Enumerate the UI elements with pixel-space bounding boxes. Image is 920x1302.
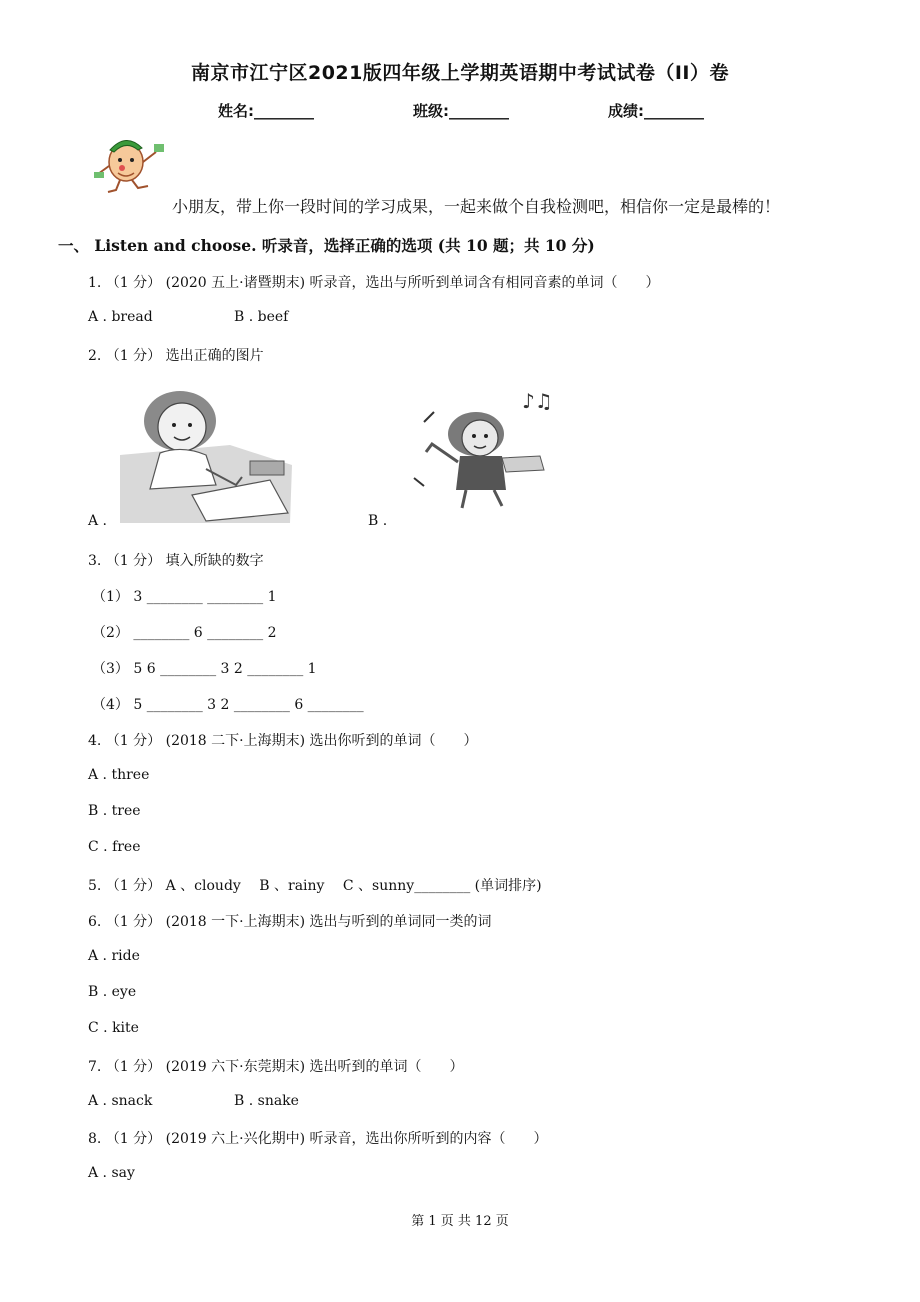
question-6: 6. （1 分） (2018 一下·上海期末) 选出与听到的单词同一类的词 bbox=[88, 914, 492, 930]
page-title: 南京市江宁区2021版四年级上学期英语期中考试试卷（II）卷 bbox=[190, 62, 730, 84]
question-8: 8. （1 分） (2019 六上·兴化期中) 听录音，选出你所听到的内容（ ） bbox=[88, 1131, 548, 1147]
q6-option-a[interactable]: A . ride bbox=[88, 948, 140, 964]
q1-option-a[interactable]: A . bread bbox=[88, 309, 153, 325]
question-5[interactable]: 5. （1 分） A 、cloudy B 、rainy C 、sunny________ (单词排序) bbox=[88, 878, 542, 894]
mascot-illustration bbox=[92, 130, 168, 196]
question-4: 4. （1 分） (2018 二下·上海期末) 选出你听到的单词（ ） bbox=[88, 733, 478, 749]
score-field: 成绩:________ bbox=[608, 102, 704, 120]
section-heading: 一、 Listen and choose. 听录音，选择正确的选项 (共 10 题；共 10 分) bbox=[58, 236, 595, 255]
question-2: 2. （1 分） 选出正确的图片 bbox=[88, 348, 264, 364]
q3-row-4[interactable]: （4） 5 ________ 3 2 ________ 6 ________ bbox=[92, 697, 364, 713]
q4-option-b[interactable]: B . tree bbox=[88, 803, 141, 819]
page-footer: 第 1 页 共 12 页 bbox=[411, 1214, 509, 1229]
question-3: 3. （1 分） 填入所缺的数字 bbox=[88, 553, 264, 569]
name-field: 姓名:________ bbox=[218, 102, 314, 120]
question-7: 7. （1 分） (2019 六下·东莞期末) 选出听到的单词（ ） bbox=[88, 1059, 464, 1075]
class-field: 班级:________ bbox=[413, 102, 509, 120]
svg-text:♪♫: ♪♫ bbox=[522, 389, 553, 413]
q4-option-a[interactable]: A . three bbox=[88, 767, 150, 783]
q7-option-b[interactable]: B . snake bbox=[234, 1093, 299, 1109]
q7-option-a[interactable]: A . snack bbox=[88, 1093, 153, 1109]
q6-option-b[interactable]: B . eye bbox=[88, 984, 137, 1000]
question-1: 1. （1 分） (2020 五上·诸暨期末) 听录音，选出与所听到单词含有相同音素的单词（ ） bbox=[88, 275, 660, 291]
q2-option-a[interactable]: A . bbox=[88, 513, 108, 529]
q6-option-c[interactable]: C . kite bbox=[88, 1020, 139, 1036]
q3-row-1[interactable]: （1） 3 ________ ________ 1 bbox=[92, 589, 277, 605]
q8-option-a[interactable]: A . say bbox=[88, 1165, 135, 1181]
q1-option-b[interactable]: B . beef bbox=[234, 309, 289, 325]
girl-drawing-picture bbox=[120, 385, 292, 523]
girl-dancing-picture bbox=[410, 382, 570, 512]
q3-row-3[interactable]: （3） 5 6 ________ 3 2 ________ 1 bbox=[92, 661, 317, 677]
q3-row-2[interactable]: （2） ________ 6 ________ 2 bbox=[92, 625, 277, 641]
q4-option-c[interactable]: C . free bbox=[88, 839, 141, 855]
encouragement-text: 小朋友，带上你一段时间的学习成果，一起来做个自我检测吧，相信你一定是最棒的！ bbox=[172, 197, 781, 216]
q2-option-b[interactable]: B . bbox=[368, 513, 388, 529]
